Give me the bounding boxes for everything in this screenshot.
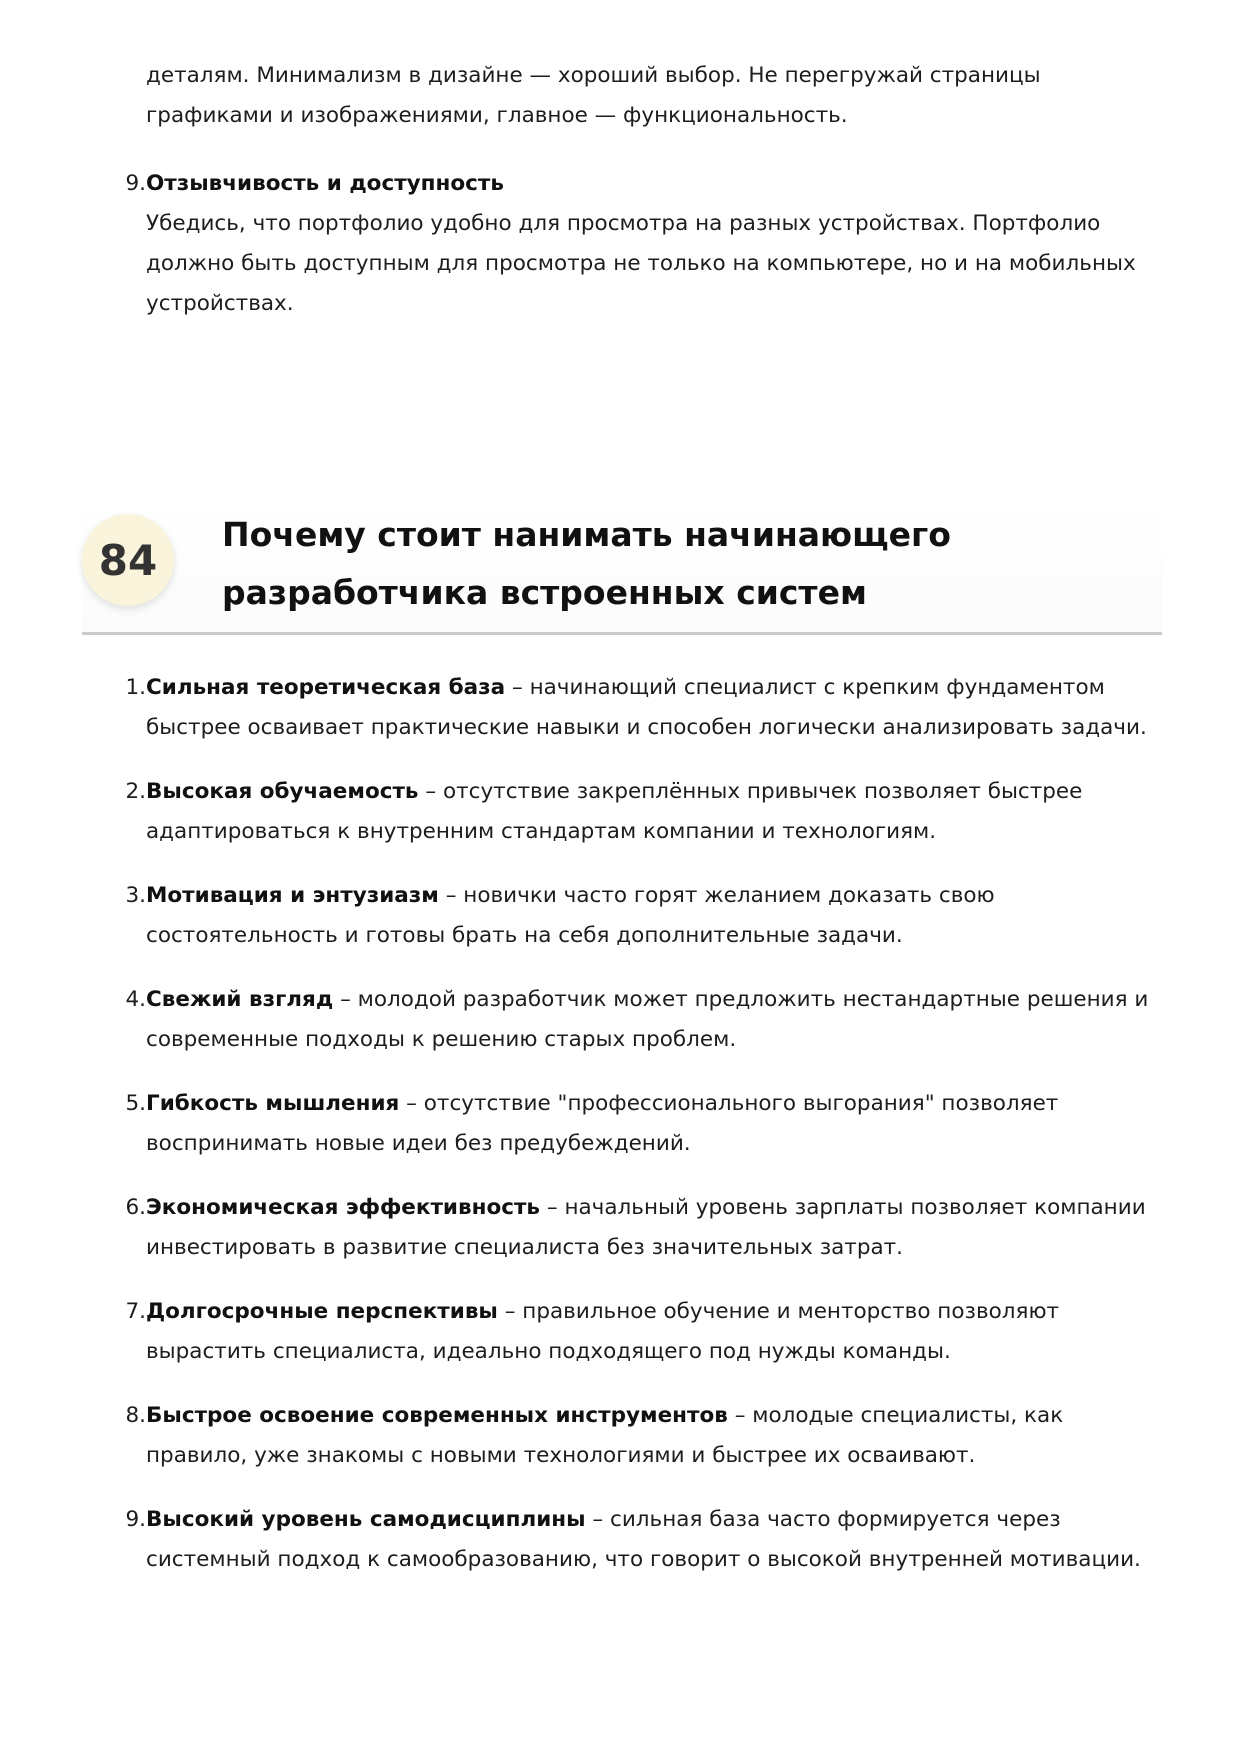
list-item-3 [118, 876, 1168, 956]
list-item-4 [118, 980, 1168, 1060]
section-number-badge: 84 [82, 514, 174, 606]
list-item-title: Гибкость мышления [146, 1091, 400, 1116]
list-item-title: Быстрое освоение современных инструментов [146, 1403, 728, 1428]
list-item-text: – отсутствие закреплённых привычек позволяет быстрее адаптироваться к внутренним стандартам компании и технологиям. [146, 779, 1083, 844]
list-item-1 [118, 668, 1168, 748]
intro-paragraph [146, 56, 1166, 136]
list-item-text: – начальный уровень зарплаты позволяет компании инвестировать в развитие специалиста без значительных затрат. [146, 1195, 1146, 1260]
intro-line-2: графиками и изображениями, главное — функциональность. [146, 103, 848, 128]
list-item-text: – правильное обучение и менторство позволяют вырастить специалиста, идеально подходящего под нужды команды. [146, 1299, 1060, 1364]
list-item-title: Отзывчивость и доступность [146, 171, 504, 196]
section-title: Почему стоит нанимать начинающего разработчика встроенных систем [222, 515, 951, 612]
list-item-number: 3. [125, 883, 146, 908]
list-item-title: Свежий взгляд [146, 987, 334, 1012]
section-header [82, 500, 1162, 635]
list-item-text: – молодые специалисты, как правило, уже знакомы с новыми технологиями и быстрее их осваивают. [146, 1403, 1064, 1468]
list-item-title: Мотивация и энтузиазм [146, 883, 439, 908]
list-item-title: Экономическая эффективность [146, 1195, 541, 1220]
list-item-text: – новички часто горят желанием доказать свою состоятельность и готовы брать на себя дополнительные задачи. [146, 883, 995, 948]
list-item-text: – начинающий специалист с крепким фундаментом быстрее осваивает практические навыки и способен логически анализировать задачи. [146, 675, 1147, 740]
list-item-number: 1. [125, 675, 146, 700]
list-item-number: 8. [125, 1403, 146, 1428]
list-item-number: 2. [125, 779, 146, 804]
list-item-2 [118, 772, 1168, 852]
list-item-number: 7. [125, 1299, 146, 1324]
list-item-number: 6. [125, 1195, 146, 1220]
list-item-6 [118, 1188, 1168, 1268]
list-item-number: 9. [125, 171, 146, 196]
list-item-number: 5. [125, 1091, 146, 1116]
list-item-number: 4. [125, 987, 146, 1012]
list-item-text: – отсутствие "профессионального выгорания" позволяет воспринимать новые идеи без предубеждений. [146, 1091, 1059, 1156]
list-item-text: – сильная база часто формируется через системный подход к самообразованию, что говорит о высокой внутренней мотивации. [146, 1507, 1141, 1572]
prev-list-item-9 [118, 164, 1168, 324]
list-item-title: Высокая обучаемость [146, 779, 419, 804]
list-item-8 [118, 1396, 1168, 1476]
list-item-title: Долгосрочные перспективы [146, 1299, 498, 1324]
list-item-title: Высокий уровень самодисциплины [146, 1507, 586, 1532]
list-item-9 [118, 1500, 1168, 1580]
list-item-5 [118, 1084, 1168, 1164]
list-item-text: Убедись, что портфолио удобно для просмотра на разных устройствах. Портфолио должно быть доступным для просмотра не только на компьютере, но и на мобильных устройствах. [146, 211, 1136, 316]
list-item-title: Сильная теоретическая база [146, 675, 506, 700]
list-item-number: 9. [125, 1507, 146, 1532]
intro-line-1: деталям. Минимализм в дизайне — хороший выбор. Не перегружай страницы [146, 63, 1041, 88]
list-item-text: – молодой разработчик может предложить нестандартные решения и современные подходы к решению старых проблем. [146, 987, 1149, 1052]
list-item-7 [118, 1292, 1168, 1372]
